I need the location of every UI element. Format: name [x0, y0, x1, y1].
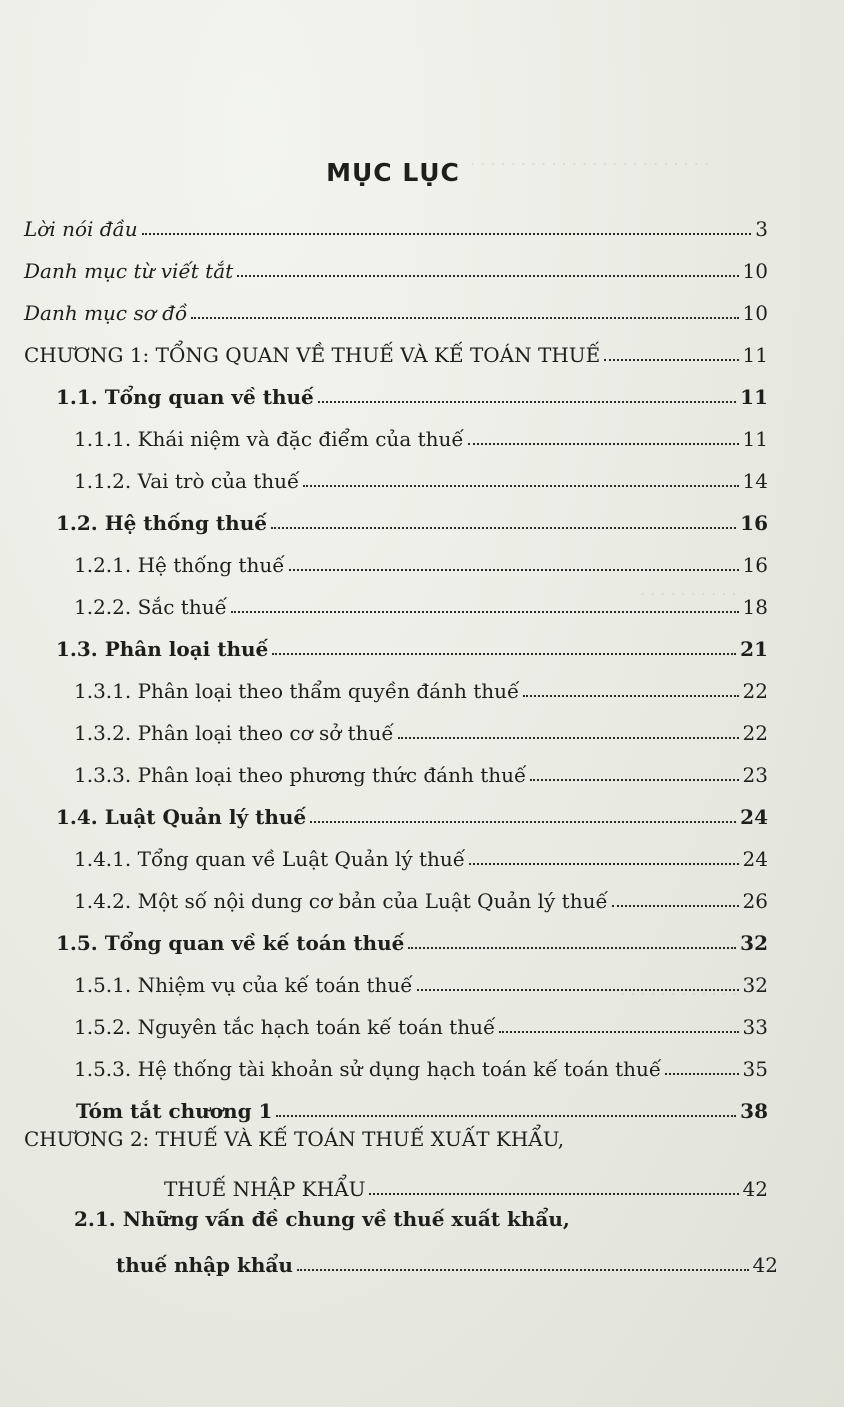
toc-entry-label: 1.3.2. Phân loại theo cơ sở thuế [74, 721, 394, 745]
toc-leader-dots [276, 1114, 736, 1117]
toc-entry-subsection[interactable] [0, 536, 844, 576]
toc-leader-dots [271, 526, 736, 529]
toc-leader-dots [237, 274, 738, 277]
toc-entry-section-line1: 2.1. Những vấn đề chung về thuế xuất khẩu, [74, 1207, 570, 1231]
toc-entry-label: 1.3.1. Phân loại theo thẩm quyền đánh thuế [74, 679, 520, 703]
toc-leader-dots [272, 652, 736, 655]
toc-page-number: 24 [742, 847, 768, 871]
toc-entry-subsection[interactable] [0, 998, 844, 1038]
toc-entry-subsection[interactable] [0, 956, 844, 996]
toc-entry-subsection[interactable] [0, 410, 844, 450]
toc-entry-label: 1.2.2. Sắc thuế [74, 595, 227, 619]
toc-leader-dots [297, 1268, 749, 1271]
toc-page-number: 21 [740, 637, 768, 661]
toc-entry-section[interactable] [0, 620, 844, 660]
toc-entry-subsection[interactable] [0, 872, 844, 912]
toc-entry-label: Tóm tắt chương 1 [76, 1099, 273, 1123]
toc-page-number: 11 [740, 385, 768, 409]
toc-entry-subsection[interactable] [0, 746, 844, 786]
toc-page-number: 16 [742, 553, 768, 577]
toc-entry-label: 1.1.2. Vai trò của thuế [74, 469, 300, 493]
toc-leader-dots [469, 862, 738, 865]
toc-leader-dots [612, 904, 739, 907]
toc-entry-label: 1.3. Phân loại thuế [56, 637, 269, 661]
toc-entry-label: THUẾ NHẬP KHẨU [164, 1177, 366, 1201]
toc-entry-label: 1.2. Hệ thống thuế [56, 511, 267, 535]
toc-entry-chapter[interactable] [0, 326, 844, 366]
toc-page-number: 22 [742, 721, 768, 745]
bleed-through: . . . . . . . . . . . . [620, 980, 737, 999]
toc-entry-label: CHƯƠNG 1: TỔNG QUAN VỀ THUẾ VÀ KẾ TOÁN THUẾ [24, 343, 601, 367]
toc-page-number: 38 [740, 1099, 768, 1123]
toc-entry-subsection[interactable] [0, 578, 844, 618]
toc-leader-dots [398, 736, 739, 739]
bleed-through: . . . . . . . . . . [640, 580, 737, 599]
toc-leader-dots [604, 358, 738, 361]
toc-entry-label: 1.4.2. Một số nội dung cơ bản của Luật Quản lý thuế [74, 889, 608, 913]
toc-entry-label: 1.2.1. Hệ thống thuế [74, 553, 285, 577]
toc-entry-section[interactable] [0, 494, 844, 534]
toc-entry-label: 1.5.1. Nhiệm vụ của kế toán thuế [74, 973, 413, 997]
toc-entry-label: thuế nhập khẩu [116, 1253, 293, 1277]
toc-entry-label: 1.3.3. Phân loại theo phương thức đánh thuế [74, 763, 527, 787]
toc-page-number: 16 [740, 511, 768, 535]
toc-leader-dots [303, 484, 738, 487]
toc-leader-dots [468, 442, 739, 445]
toc-page-number: 33 [742, 1015, 768, 1039]
toc-leader-dots [530, 778, 738, 781]
toc-leader-dots [369, 1192, 738, 1195]
toc-entry-label: 1.5. Tổng quan về kế toán thuế [56, 931, 405, 955]
toc-entry-label: 1.1.1. Khái niệm và đặc điểm của thuế [74, 427, 464, 451]
toc-page-number: 42 [742, 1177, 768, 1201]
toc-page-number: 32 [742, 973, 768, 997]
toc-leader-dots [523, 694, 738, 697]
toc-entry-label: 1.4.1. Tổng quan về Luật Quản lý thuế [74, 847, 466, 871]
toc-entry-chapter[interactable] [0, 1160, 844, 1200]
toc-leader-dots [310, 820, 736, 823]
toc-leader-dots [417, 988, 739, 991]
toc-page-number: 3 [755, 217, 768, 241]
page-title: MỤC LỤC [326, 158, 460, 187]
toc-entry-label: 1.5.3. Hệ thống tài khoản sử dụng hạch toán kế toán thuế [74, 1057, 662, 1081]
toc-page-number: 32 [740, 931, 768, 955]
toc-entry-section[interactable] [0, 1236, 844, 1276]
toc-entry-label: 1.1. Tổng quan về thuế [56, 385, 314, 409]
toc-entry-subsection[interactable] [0, 452, 844, 492]
toc-entry[interactable] [0, 284, 844, 324]
toc-entry-subsection[interactable] [0, 704, 844, 744]
toc-entry[interactable] [0, 242, 844, 282]
toc-page-number: 22 [742, 679, 768, 703]
toc-leader-dots [142, 232, 752, 235]
toc-page-number: 10 [742, 301, 768, 325]
toc-entry-subsection[interactable] [0, 830, 844, 870]
toc-entry-label: Danh mục từ viết tắt [24, 259, 234, 283]
toc-entry-label: 1.4. Luật Quản lý thuế [56, 805, 307, 829]
bleed-through: . . . . . . . . . . . . . . . . . . . . . . . . [470, 150, 710, 169]
toc-entry-section[interactable] [0, 788, 844, 828]
toc-entry-chapter-line1: CHƯƠNG 2: THUẾ VÀ KẾ TOÁN THUẾ XUẤT KHẨU, [24, 1127, 565, 1151]
toc-entry-subsection[interactable] [0, 1040, 844, 1080]
toc-page-number: 18 [742, 595, 768, 619]
toc-entry-subsection[interactable] [0, 662, 844, 702]
toc-leader-dots [318, 400, 736, 403]
toc-entry[interactable] [0, 200, 844, 240]
toc-leader-dots [665, 1072, 738, 1075]
toc-leader-dots [289, 568, 739, 571]
toc-page-number: 14 [742, 469, 768, 493]
toc-page-number: 42 [752, 1253, 778, 1277]
toc-page-number: 10 [742, 259, 768, 283]
toc-entry-summary[interactable] [0, 1082, 844, 1122]
toc-page-number: 11 [742, 343, 768, 367]
toc-entry-label: 1.5.2. Nguyên tắc hạch toán kế toán thuế [74, 1015, 496, 1039]
toc-entry-label: Lời nói đầu [24, 217, 138, 241]
toc-page-number: 24 [740, 805, 768, 829]
toc-page-number: 35 [742, 1057, 768, 1081]
toc-page-number: 11 [742, 427, 768, 451]
toc-entry-section[interactable] [0, 914, 844, 954]
toc-leader-dots [231, 610, 739, 613]
toc-leader-dots [408, 946, 736, 949]
toc-entry-section[interactable] [0, 368, 844, 408]
toc-page-number: 26 [742, 889, 768, 913]
toc-page-number: 23 [742, 763, 768, 787]
toc-entry-label: Danh mục sơ đồ [24, 301, 188, 325]
toc-leader-dots [191, 316, 738, 319]
toc-leader-dots [499, 1030, 738, 1033]
